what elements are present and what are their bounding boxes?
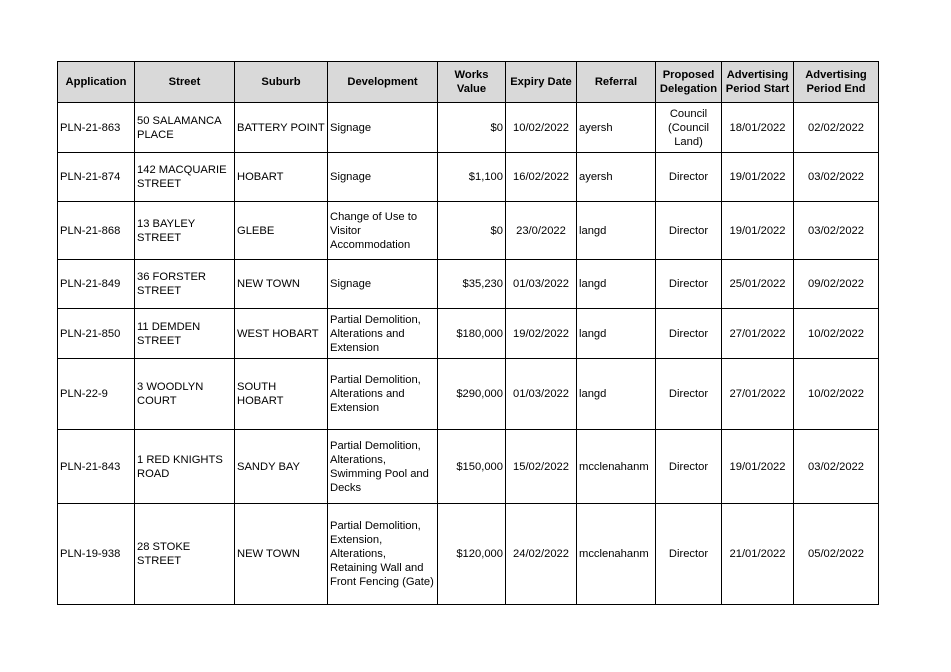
suburb-cell: GLEBE	[235, 202, 328, 260]
suburb-cell: SANDY BAY	[235, 430, 328, 504]
suburb-cell: SOUTH HOBART	[235, 359, 328, 430]
works-value-cell: $290,000	[438, 359, 506, 430]
street-cell: 50 SALAMANCA PLACE	[135, 103, 235, 153]
delegation-cell: Director	[656, 260, 722, 309]
period-start-cell: 27/01/2022	[722, 359, 794, 430]
application-cell: PLN-19-938	[58, 504, 135, 605]
column-header-proposed-delegation: Proposed Delegation	[656, 62, 722, 103]
column-header-development: Development	[328, 62, 438, 103]
column-header-suburb: Suburb	[235, 62, 328, 103]
works-value-cell: $0	[438, 202, 506, 260]
delegation-cell: Director	[656, 309, 722, 359]
column-header-street: Street	[135, 62, 235, 103]
table-header	[58, 62, 879, 103]
period-start-cell: 19/01/2022	[722, 153, 794, 202]
suburb-cell: BATTERY POINT	[235, 103, 328, 153]
referral-cell: langd	[577, 202, 656, 260]
period-start-cell: 19/01/2022	[722, 430, 794, 504]
development-cell: Signage	[328, 103, 438, 153]
table-row	[58, 504, 879, 605]
period-end-cell: 10/02/2022	[794, 359, 879, 430]
referral-cell: ayersh	[577, 103, 656, 153]
delegation-cell: Director	[656, 504, 722, 605]
referral-cell: ayersh	[577, 153, 656, 202]
works-value-cell: $120,000	[438, 504, 506, 605]
table-row	[58, 260, 879, 309]
works-value-cell: $180,000	[438, 309, 506, 359]
period-end-cell: 10/02/2022	[794, 309, 879, 359]
works-value-cell: $150,000	[438, 430, 506, 504]
period-start-cell: 25/01/2022	[722, 260, 794, 309]
referral-cell: mcclenahanm	[577, 430, 656, 504]
suburb-cell: WEST HOBART	[235, 309, 328, 359]
referral-cell: langd	[577, 309, 656, 359]
street-cell: 36 FORSTER STREET	[135, 260, 235, 309]
works-value-cell: $1,100	[438, 153, 506, 202]
application-cell: PLN-21-843	[58, 430, 135, 504]
table-body	[58, 103, 879, 605]
expiry-date-cell: 15/02/2022	[506, 430, 577, 504]
application-cell: PLN-21-874	[58, 153, 135, 202]
works-value-cell: $35,230	[438, 260, 506, 309]
delegation-cell: Director	[656, 202, 722, 260]
street-cell: 11 DEMDEN STREET	[135, 309, 235, 359]
street-cell: 28 STOKE STREET	[135, 504, 235, 605]
street-cell: 142 MACQUARIE STREET	[135, 153, 235, 202]
expiry-date-cell: 01/03/2022	[506, 260, 577, 309]
expiry-date-cell: 01/03/2022	[506, 359, 577, 430]
street-cell: 3 WOODLYN COURT	[135, 359, 235, 430]
development-cell: Partial Demolition, Alterations and Extension	[328, 359, 438, 430]
development-cell: Signage	[328, 260, 438, 309]
table-row	[58, 309, 879, 359]
applications-table	[57, 61, 879, 605]
suburb-cell: HOBART	[235, 153, 328, 202]
development-cell: Change of Use to Visitor Accommodation	[328, 202, 438, 260]
application-cell: PLN-21-850	[58, 309, 135, 359]
column-header-expiry-date: Expiry Date	[506, 62, 577, 103]
expiry-date-cell: 10/02/2022	[506, 103, 577, 153]
development-cell: Signage	[328, 153, 438, 202]
expiry-date-cell: 16/02/2022	[506, 153, 577, 202]
delegation-cell: Director	[656, 153, 722, 202]
period-end-cell: 03/02/2022	[794, 153, 879, 202]
column-header-referral: Referral	[577, 62, 656, 103]
development-cell: Partial Demolition, Alterations and Extension	[328, 309, 438, 359]
column-header-advertising-period-start: Advertising Period Start	[722, 62, 794, 103]
street-cell: 13 BAYLEY STREET	[135, 202, 235, 260]
table-row	[58, 430, 879, 504]
table-row	[58, 359, 879, 430]
suburb-cell: NEW TOWN	[235, 504, 328, 605]
period-start-cell: 21/01/2022	[722, 504, 794, 605]
development-cell: Partial Demolition, Extension, Alterations, Retaining Wall and Front Fencing (Gate)	[328, 504, 438, 605]
table-row	[58, 202, 879, 260]
column-header-works-value: Works Value	[438, 62, 506, 103]
period-start-cell: 18/01/2022	[722, 103, 794, 153]
expiry-date-cell: 24/02/2022	[506, 504, 577, 605]
period-end-cell: 09/02/2022	[794, 260, 879, 309]
header-row	[58, 62, 879, 103]
expiry-date-cell: 19/02/2022	[506, 309, 577, 359]
delegation-cell: Director	[656, 359, 722, 430]
period-end-cell: 03/02/2022	[794, 430, 879, 504]
table-row	[58, 153, 879, 202]
application-cell: PLN-22-9	[58, 359, 135, 430]
street-cell: 1 RED KNIGHTS ROAD	[135, 430, 235, 504]
column-header-advertising-period-end: Advertising Period End	[794, 62, 879, 103]
period-end-cell: 02/02/2022	[794, 103, 879, 153]
delegation-cell: Director	[656, 430, 722, 504]
application-cell: PLN-21-849	[58, 260, 135, 309]
delegation-cell: Council (Council Land)	[656, 103, 722, 153]
referral-cell: langd	[577, 359, 656, 430]
works-value-cell: $0	[438, 103, 506, 153]
application-cell: PLN-21-868	[58, 202, 135, 260]
column-header-application: Application	[58, 62, 135, 103]
application-cell: PLN-21-863	[58, 103, 135, 153]
suburb-cell: NEW TOWN	[235, 260, 328, 309]
referral-cell: langd	[577, 260, 656, 309]
table-row	[58, 103, 879, 153]
period-start-cell: 19/01/2022	[722, 202, 794, 260]
referral-cell: mcclenahanm	[577, 504, 656, 605]
development-cell: Partial Demolition, Alterations, Swimming Pool and Decks	[328, 430, 438, 504]
period-end-cell: 05/02/2022	[794, 504, 879, 605]
period-start-cell: 27/01/2022	[722, 309, 794, 359]
expiry-date-cell: 23/0/2022	[506, 202, 577, 260]
period-end-cell: 03/02/2022	[794, 202, 879, 260]
